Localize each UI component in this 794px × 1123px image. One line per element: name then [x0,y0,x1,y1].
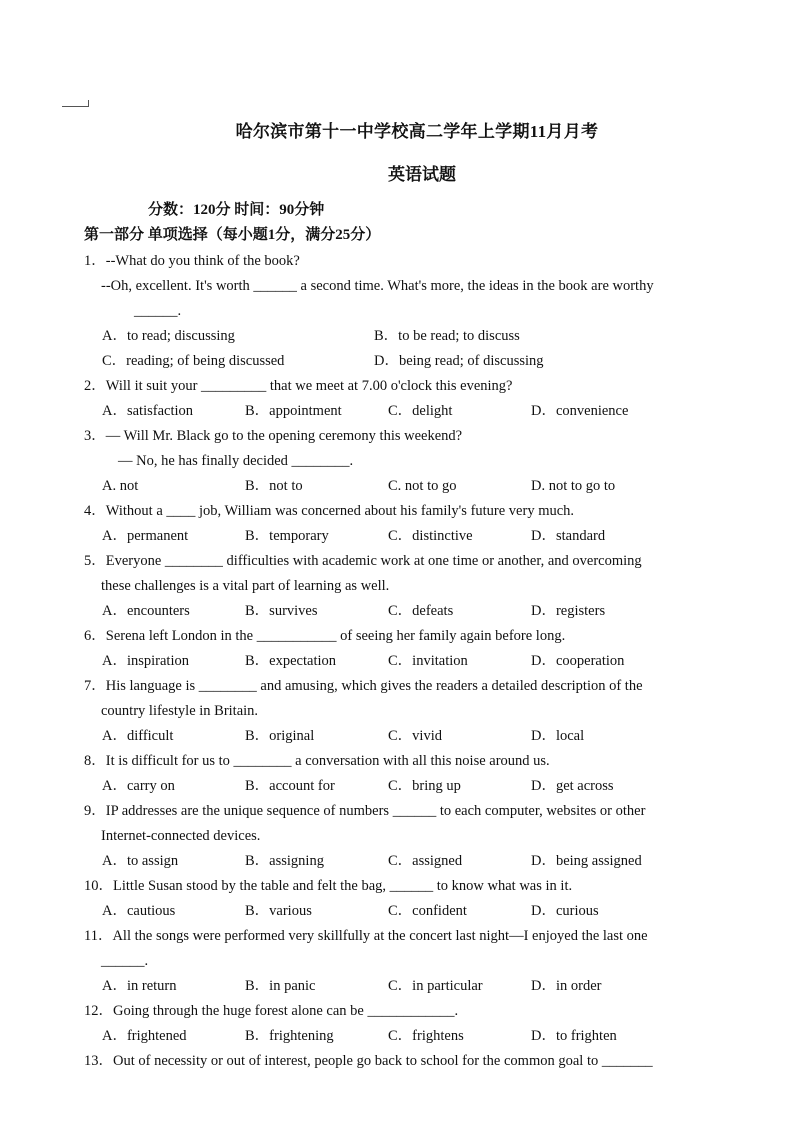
question-12 [84,999,744,1049]
question-4 [84,499,744,549]
option-c: C．confident [388,903,467,919]
option-d: D．in order [531,978,602,994]
question-line: Internet-connected devices. [101,828,261,844]
question-13 [84,1049,744,1074]
question-6 [84,624,744,674]
option-b: B．various [245,903,312,919]
option-c: C．vivid [388,728,442,744]
question-line: 9．IP addresses are the unique sequence of numbers ______ to each computer, websites or other [84,803,646,819]
question-line: 13．Out of necessity or out of interest, people go back to school for the common goal to _______ [84,1053,653,1069]
option-d: D．curious [531,903,599,919]
option-d: D．convenience [531,403,629,419]
option-row [84,649,744,674]
question-line: 7．His language is ________ and amusing, which gives the readers a detailed description of the [84,678,643,694]
question-11 [84,924,744,999]
option-a: A．frightened [102,1028,187,1044]
option-c: C．reading; of being discussed [102,353,285,369]
option-row [84,724,744,749]
option-b: B．not to [245,478,303,494]
score-time-line: 分数：120分 时间：90分钟 [148,202,325,218]
option-row [84,399,744,424]
option-row [84,899,744,924]
section-heading: 第一部分 单项选择（每小题1分，满分25分） [84,227,381,243]
option-b: B．original [245,728,315,744]
option-a: A．satisfaction [102,403,194,419]
option-d: D．standard [531,528,606,544]
question-line: 12．Going through the huge forest alone can be ____________. [84,1003,459,1019]
option-row [84,524,744,549]
option-b: B．temporary [245,528,329,544]
option-d: D．get across [531,778,614,794]
option-row [84,974,744,999]
corner-crop-mark [62,100,89,107]
option-c: C. not to go [388,478,457,494]
option-d: D. not to go to [531,478,616,494]
question-line: 4．Without a ____ job, William was concerned about his family's future very much. [84,503,575,519]
option-c: C．distinctive [388,528,473,544]
option-a: A．permanent [102,528,189,544]
option-a: A．difficult [102,728,174,744]
option-d: D．being assigned [531,853,642,869]
exam-title: 哈尔滨市第十一中学校高二学年上学期11月月考 [235,122,599,141]
question-line: ______. [134,303,182,319]
question-list [84,249,744,1074]
option-a: A. not [102,478,139,494]
option-d: D．registers [531,603,606,619]
question-1 [84,249,744,374]
option-b: B．to be read; to discuss [374,328,520,344]
exam-subtitle: 英语试题 [388,165,456,184]
option-d: D．cooperation [531,653,625,669]
question-line: ______. [101,953,149,969]
option-d: D．to frighten [531,1028,617,1044]
option-b: B．appointment [245,403,342,419]
option-a: A．in return [102,978,177,994]
option-a: A．cautious [102,903,176,919]
option-d: D．being read; of discussing [374,353,544,369]
option-row [84,774,744,799]
question-line: --Oh, excellent. It's worth ______ a second time. What's more, the ideas in the book are worthy [101,278,654,294]
question-10 [84,874,744,924]
option-a: A．encounters [102,603,190,619]
option-a: A．to read; discussing [102,328,235,344]
option-row [84,1024,744,1049]
question-line: 10．Little Susan stood by the table and felt the bag, ______ to know what was in it. [84,878,573,894]
option-c: C．defeats [388,603,454,619]
question-5 [84,549,744,624]
question-line: 8．It is difficult for us to ________ a conversation with all this noise around us. [84,753,550,769]
question-7 [84,674,744,749]
question-2 [84,374,744,424]
option-c: C．bring up [388,778,461,794]
question-line: 11．All the songs were performed very skillfully at the concert last night—I enjoyed the last one [84,928,648,944]
option-row [84,324,744,349]
question-8 [84,749,744,799]
option-b: B．survives [245,603,318,619]
option-c: C．in particular [388,978,483,994]
option-b: B．account for [245,778,335,794]
question-line: country lifestyle in Britain. [101,703,259,719]
question-9 [84,799,744,874]
option-a: A．to assign [102,853,179,869]
option-row [84,599,744,624]
option-row [84,849,744,874]
question-line: 3．— Will Mr. Black go to the opening ceremony this weekend? [84,428,463,444]
question-line: — No, he has finally decided ________. [118,453,354,469]
question-line: 6．Serena left London in the ___________ of seeing her family again before long. [84,628,566,644]
option-b: B．in panic [245,978,316,994]
option-c: C．invitation [388,653,468,669]
option-b: B．expectation [245,653,337,669]
option-b: B．assigning [245,853,324,869]
question-line: 1．--What do you think of the book? [84,253,300,269]
option-a: A．inspiration [102,653,189,669]
option-row [84,474,744,499]
option-b: B．frightening [245,1028,334,1044]
option-c: C．frightens [388,1028,464,1044]
option-a: A．carry on [102,778,175,794]
option-d: D．local [531,728,585,744]
option-c: C．delight [388,403,453,419]
question-3 [84,424,744,499]
question-line: these challenges is a vital part of learning as well. [101,578,390,594]
option-row [84,349,744,374]
question-line: 2．Will it suit your _________ that we meet at 7.00 o'clock this evening? [84,378,513,394]
option-c: C．assigned [388,853,463,869]
question-line: 5．Everyone ________ difficulties with academic work at one time or another, and overcoming [84,553,642,569]
